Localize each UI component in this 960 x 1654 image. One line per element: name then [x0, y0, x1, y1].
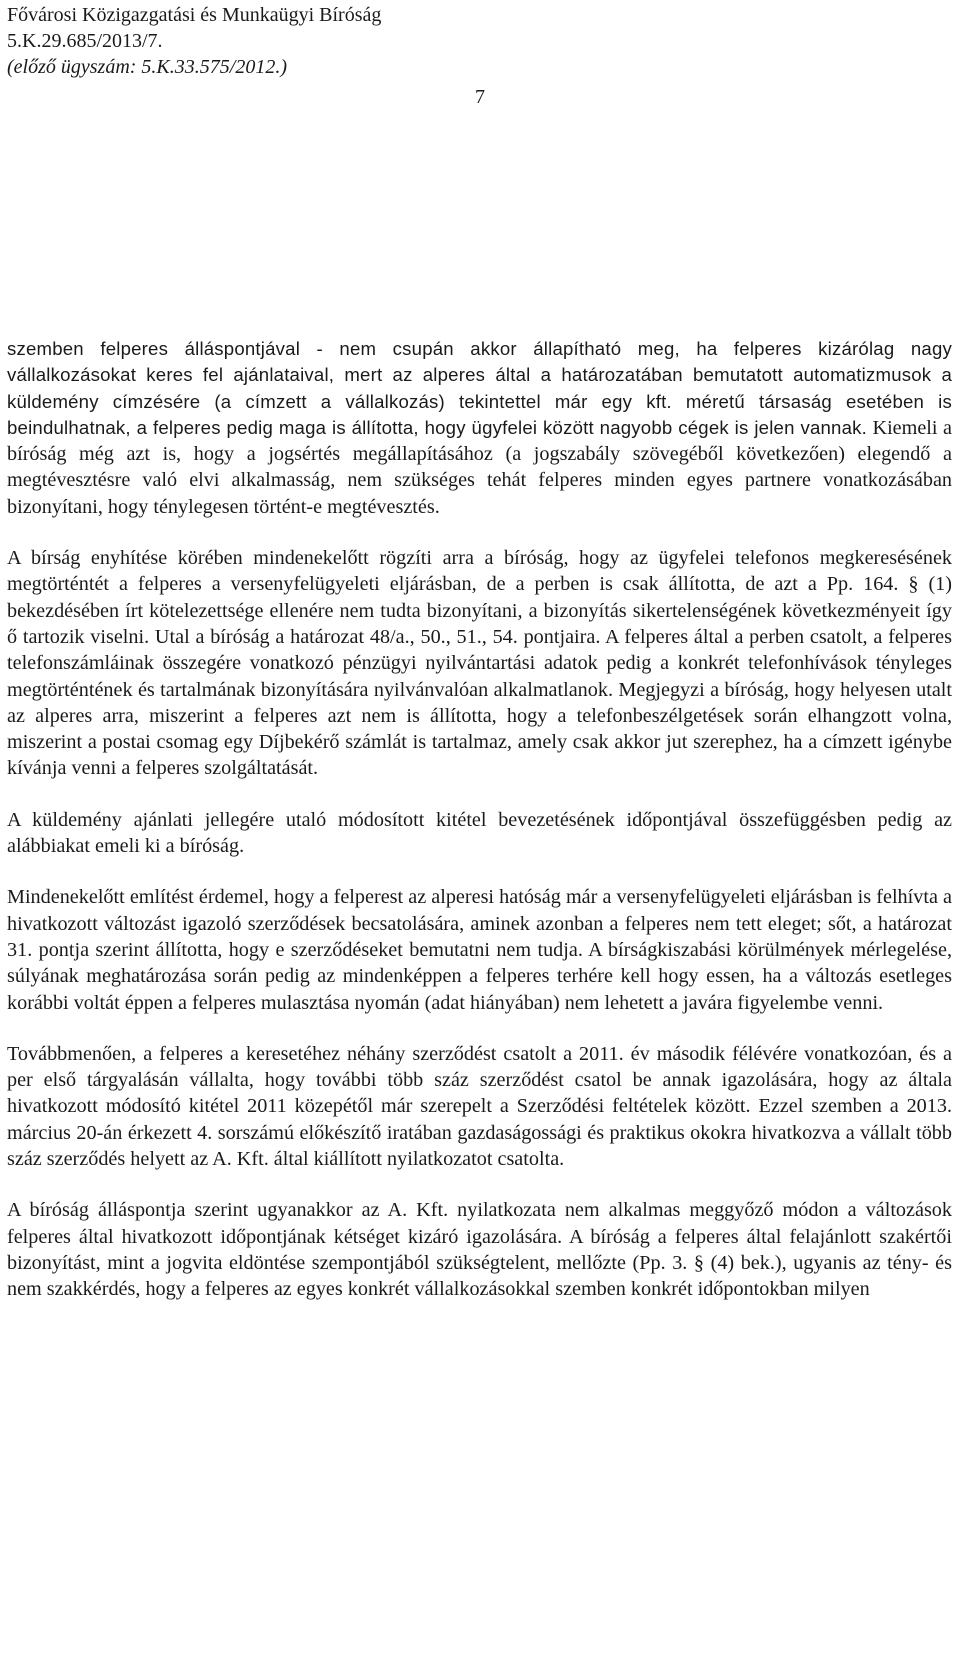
- paragraph-1-lead: szemben felperes álláspontjával - nem csupán akkor állapítható meg, ha felperes kizárólag nagy vállalkozásokat keres fel ajánlataival, mert az alperes által a határozatában bemutatott automatizmusok a küldemény címzésére (a címzett a vállalkozás) tekintettel már egy kft. méretű társaság esetében is beindulhatnak, a felperes pedig maga is állította, hogy ügyfelei között nagyobb cégek is jelen vannak.: [7, 338, 952, 438]
- paragraph-2: A bírság enyhítése körében mindenekelőtt rögzíti arra a bíróság, hogy az ügyfelei telefonos megkeresésének megtörténtét a felperes a versenyfelügyeleti eljárásban, de a perben is csak állította, de azt a Pp. 164. § (1) bekezdésében írt kötelezettsége ellenére nem tudta bizonyítani, a bizonyítás sikertelenségének következményeit így ő tartozik viselni. Utal a bíróság a határozat 48/a., 50., 51., 54. pontjaira. A felperes által a perben csatolt, a felperes telefonszámláinak összegére vonatkozó pénzügyi nyilvántartási adatok pedig a konkrét telefonhívások tényleges megtörténtének és tartalmának bizonyítására nyilvánvalóan alkalmatlanok. Megjegyzi a bíróság, hogy helyesen utalt az alperes arra, miszerint a felperes azt nem is állította, hogy a telefonbeszélgetések során elhangzott volna, miszerint a postai csomag egy Díjbekérő számlát is tartalmaz, amely csak akkor jut szerephez, ha a címzett igénybe kívánja venni a felperes szolgáltatását.: [7, 547, 952, 780]
- previous-case-number: (előző ügyszám: 5.K.33.575/2012.): [7, 56, 287, 78]
- document-header: [7, 2, 381, 80]
- paragraph-4: Mindenekelőtt említést érdemel, hogy a felperest az alperesi hatóság már a versenyfelügyeleti eljárásban is felhívta a hivatkozott változást igazoló szerződések becsatolására, aminek azonban a felperes nem tett eleget; sőt, a határozat 31. pontja szerint állította, hogy e szerződéseket bemutatni nem tudja. A bírságkiszabási körülmények mérlegelése, súlyának meghatározása során pedig az mindenképpen a felperes terhére kell hogy essen, ha a változás esetleges korábbi voltát éppen a felperes mulasztása nyomán (adat hiányában) nem lehetett a javára figyelembe venni.: [7, 886, 952, 1014]
- paragraph-6: A bíróság álláspontja szerint ugyanakkor az A. Kft. nyilatkozata nem alkalmas meggyőző módon a változások felperes által hivatkozott időpontjának kétséget kizáró igazolására. A bíróság a felperes által felajánlott szakértői bizonyítást, mint a jogvita eldöntése szempontjából szükségtelent, mellőzte (Pp. 3. § (4) bek.), ugyanis az tény- és nem szakkérdés, hogy a felperes az egyes konkrét vállalkozásokkal szemben konkrét időpontokban milyen: [7, 1199, 952, 1301]
- document-body: [7, 336, 952, 1328]
- paragraph-1: [7, 336, 952, 520]
- case-number: 5.K.29.685/2013/7.: [7, 30, 163, 52]
- page-number: 7: [475, 86, 485, 108]
- paragraph-5: Továbbmenően, a felperes a keresetéhez néhány szerződést csatolt a 2011. év második félévére vonatkozóan, és a per első tárgyalásán vállalta, hogy további több száz szerződést csatol be annak igazolására, hogy az általa hivatkozott módosító kitétel 2011 közepétől már szerepelt a Szerződési feltételek között. Ezzel szemben a 2013. március 20-án érkezett 4. sorszámú előkészítő iratában gazdaságossági és praktikus okokra hivatkozva a vállalt több száz szerződés helyett az A. Kft. által kiállított nyilatkozatot csatolta.: [7, 1042, 952, 1171]
- paragraph-3: A küldemény ajánlati jellegére utaló módosított kitétel bevezetésének időpontjával összefüggésben pedig az alábbiakat emeli ki a bíróság.: [7, 808, 952, 858]
- court-name: Fővárosi Közigazgatási és Munkaügyi Bíróság: [7, 4, 382, 26]
- paragraph-1-rest: Kiemeli a bíróság még azt is, hogy a jogsértés megállapításához (a jogszabály szövegéből következően) elegendő a megtévesztésre való elvi alkalmasság, nem szükséges tehát felperes minden egyes partnere vonatkozásában bizonyítani, hogy ténylegesen történt-e megtévesztés.: [7, 416, 952, 518]
